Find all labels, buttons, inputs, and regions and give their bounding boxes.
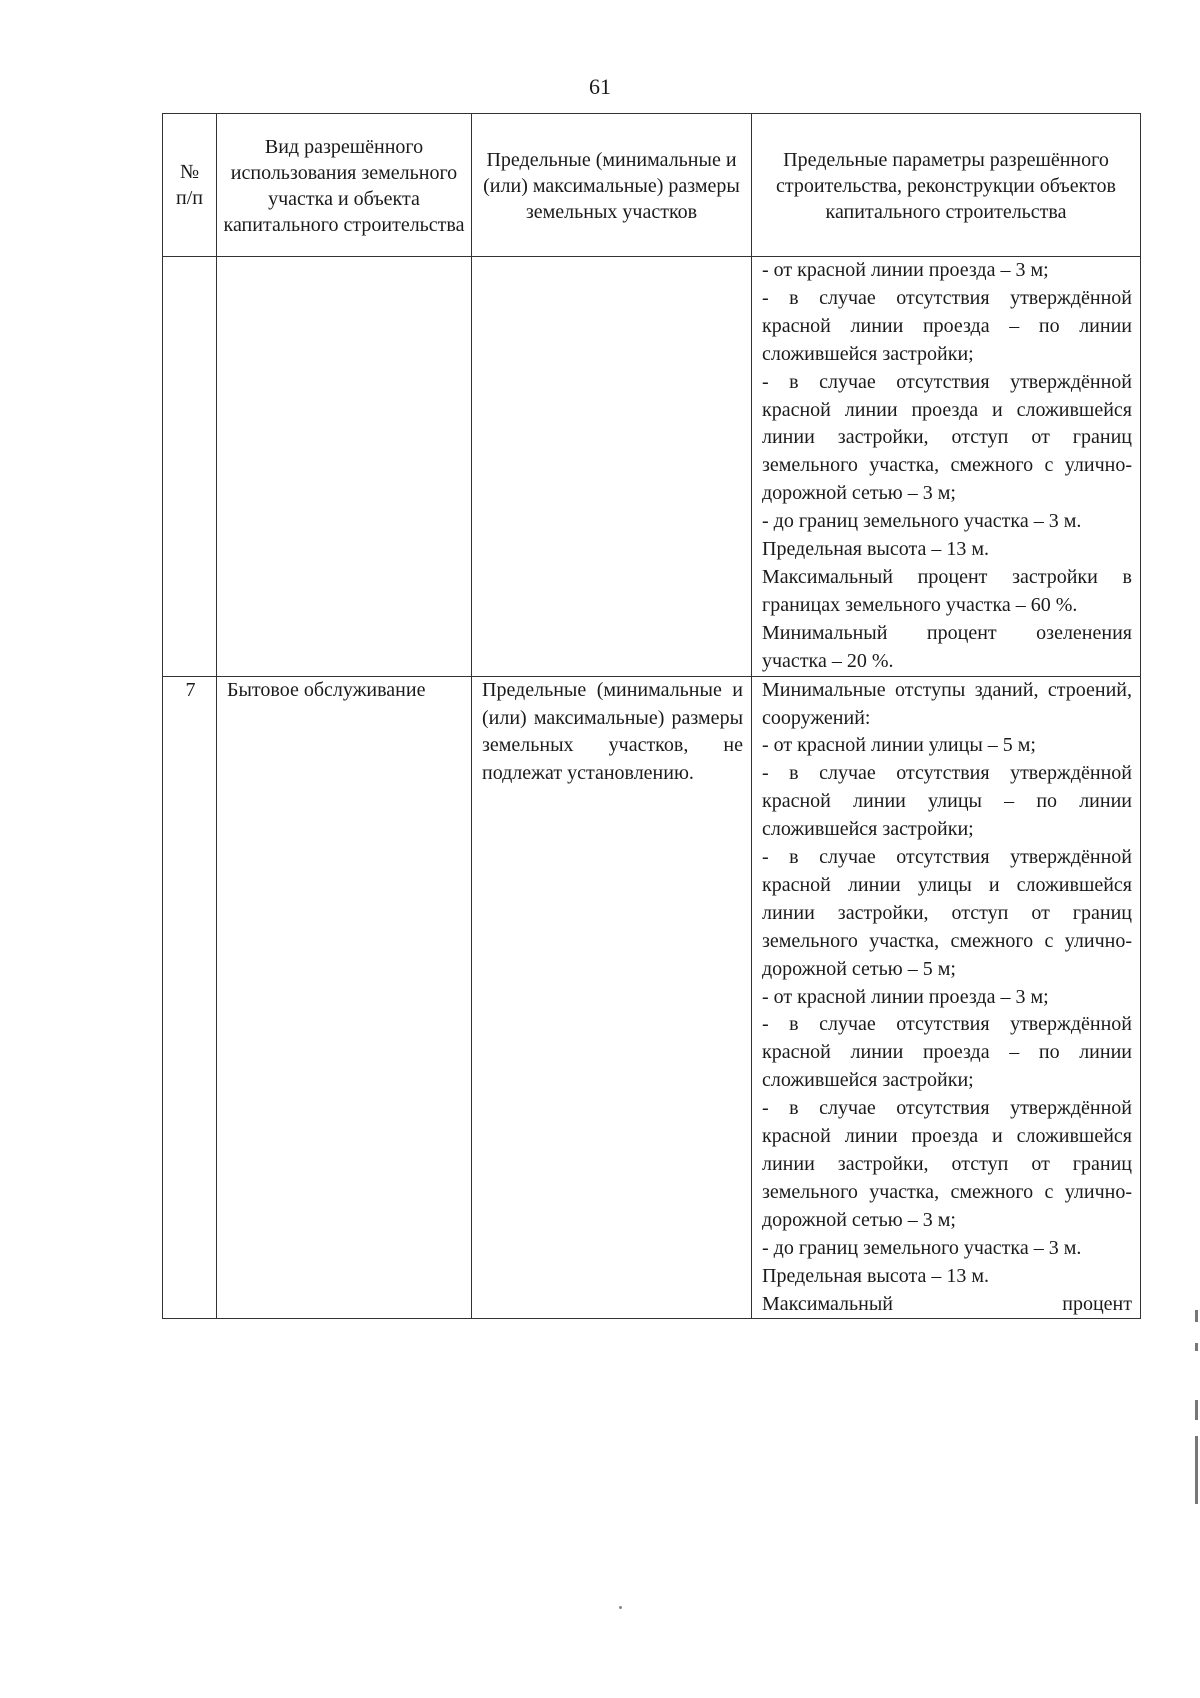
cell-land-use: Бытовое обслуживание (217, 676, 472, 1319)
parameter-line: - в случае отсутствия утверждённой красной линии проезда – по линии сложившейся застройки; (762, 286, 1132, 365)
parameter-line: Максимальный процент (762, 1292, 1132, 1315)
cell-plot-sizes: Предельные (минимальные и (или) максимальные) размеры земельных участков, не подлежат установлению. (472, 676, 752, 1319)
page-number: 61 (589, 74, 611, 99)
parameter-line: - от красной линии проезда – 3 м; (762, 985, 1049, 1008)
parameter-line: - в случае отсутствия утверждённой красной линии улицы – по линии сложившейся застройки; (762, 762, 1132, 841)
scan-edge-mark (1195, 1436, 1198, 1504)
scan-edge-mark (1195, 1343, 1198, 1351)
parameter-line: - в случае отсутствия утверждённой красной линии проезда и сложившейся линии застройки, отступ от границ земельного участка, смежного с улично-дорожной сетью – 3 м; (762, 1097, 1132, 1231)
parameter-line: Минимальные отступы зданий, строений, сооружений: (762, 678, 1132, 729)
parameter-line: Максимальный процент застройки в границах земельного участка – 60 %. (762, 565, 1132, 616)
table-row-continuation (163, 257, 1141, 677)
cell-parameters (752, 257, 1141, 677)
parameter-line: - от красной линии улицы – 5 м; (762, 734, 1036, 757)
parameter-line: Предельная высота – 13 м. (762, 1264, 990, 1287)
regulations-table (162, 113, 1141, 1319)
parameter-line: - в случае отсутствия утверждённой красной линии проезда и сложившейся линии застройки, отступ от границ земельного участка, смежного с улично-дорожной сетью – 3 м; (762, 370, 1132, 505)
cell-number: 7 (163, 676, 217, 1319)
table-row-7 (163, 676, 1141, 1319)
table-header-row (163, 114, 1141, 257)
parameter-line: Минимальный процент озеленения участка – 20 %. (762, 621, 1132, 672)
parameter-line: - до границ земельного участка – 3 м. (762, 510, 1082, 533)
header-number-abbr: п/п (176, 187, 203, 209)
scan-dot-mark (619, 1606, 622, 1609)
scan-edge-mark (1195, 1310, 1198, 1322)
header-plot-sizes: Предельные (минимальные и (или) максимальные) размеры земельных участков (472, 114, 752, 257)
header-number-symbol: № (179, 161, 200, 183)
cell-parameters (752, 676, 1141, 1319)
header-parameters: Предельные параметры разрешённого строительства, реконструкции объектов капитального строительства (752, 114, 1141, 257)
parameter-line: - в случае отсутствия утверждённой красной линии улицы и сложившейся линии застройки, отступ от границ земельного участка, смежного с улично-дорожной сетью – 5 м; (762, 846, 1132, 980)
parameter-line: Предельная высота – 13 м. (762, 538, 990, 561)
header-number (163, 114, 217, 257)
parameter-line: - до границ земельного участка – 3 м. (762, 1236, 1082, 1259)
cell-plot-sizes (472, 257, 752, 677)
cell-number (163, 257, 217, 677)
cell-land-use (217, 257, 472, 677)
header-land-use: Вид разрешённого использования земельного участка и объекта капитального строительства (217, 114, 472, 257)
scan-edge-mark (1195, 1400, 1198, 1420)
parameter-line: - от красной линии проезда – 3 м; (762, 259, 1049, 281)
parameter-line: - в случае отсутствия утверждённой красной линии проезда – по линии сложившейся застройки; (762, 1013, 1132, 1092)
